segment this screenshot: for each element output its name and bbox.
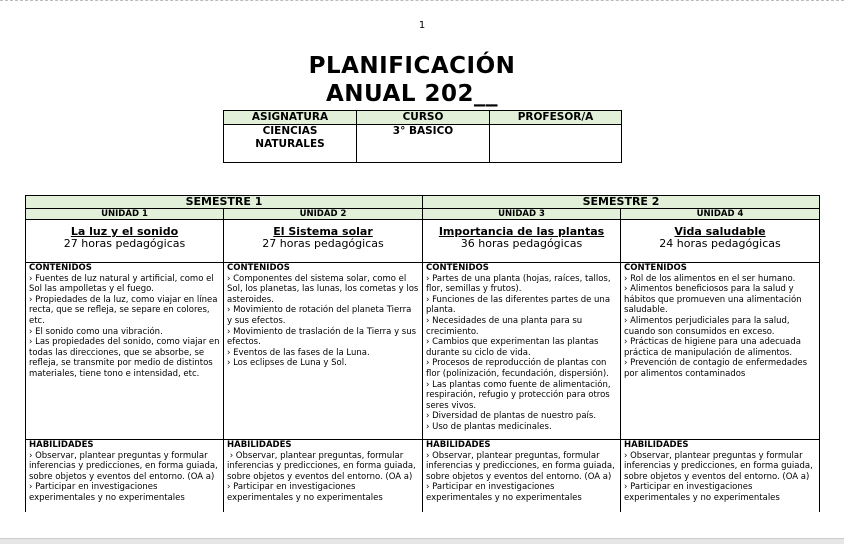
semester-2-header: SEMESTRE 2 — [423, 196, 820, 209]
habilidades-title: HABILIDADES — [227, 440, 292, 450]
page-bottom-edge — [0, 538, 844, 544]
unit-4-name: Vida saludable — [674, 225, 766, 238]
unit-2-contenidos — [224, 263, 423, 440]
unit-2-name-cell — [224, 220, 423, 263]
unit-2-habilidades — [224, 440, 423, 513]
unit-4-contenidos — [621, 263, 820, 440]
contenido-item: › Las propiedades del sonido, como viajar en todas las direcciones, que se absorbe, se refleja, se transmite por medio de distintos materiales, tiene tono e intensidad, etc. — [29, 337, 220, 379]
contenidos-title: CONTENIDOS — [227, 263, 290, 273]
unit-name-row — [26, 220, 820, 263]
contenidos-title: CONTENIDOS — [624, 263, 687, 273]
unit-2-hours: 27 horas pedagógicas — [262, 237, 384, 250]
habilidades-row — [26, 440, 820, 513]
contenido-item: › Partes de una planta (hojas, raíces, tallos, flor, semillas y frutos). — [426, 273, 611, 295]
habilidad-item: › Participar en investigaciones experimentales y no experimentales — [426, 482, 582, 503]
contenido-item: › Uso de plantas medicinales. — [426, 421, 552, 432]
contenido-item: › Rol de los alimentos en el ser humano. — [624, 273, 796, 284]
page-top-border — [0, 0, 844, 1]
unit-4-habilidades — [621, 440, 820, 513]
unit-1-contenidos — [26, 263, 224, 440]
contenido-item: › Propiedades de la luz, como viajar en línea recta, que se refleja, se separe en colores, etc. — [29, 294, 218, 326]
habilidad-item: › Observar, plantear preguntas y formular inferencias y predicciones, en forma guiada, sobre objetos y eventos del entorno. (OA a) — [624, 450, 813, 482]
unit-3-name-cell — [423, 220, 621, 263]
unit-4-hours: 24 horas pedagógicas — [659, 237, 781, 250]
contenido-item: › Fuentes de luz natural y artificial, como el Sol las ampolletas y el fuego. — [29, 273, 214, 295]
value-profesor[interactable] — [490, 125, 622, 163]
value-curso[interactable]: 3° BASICO — [357, 125, 490, 163]
contenido-item: › Diversidad de plantas de nuestro país. — [426, 411, 597, 422]
unit-1-name: La luz y el sonido — [70, 225, 179, 238]
habilidades-title: HABILIDADES — [426, 440, 491, 450]
contenido-item: › Funciones de las diferentes partes de una planta. — [426, 294, 611, 316]
contenido-item: › Prácticas de higiene para una adecuada práctica de manipulación de alimentos. — [624, 337, 801, 358]
contenido-item: › Las plantas como fuente de alimentación, respiración, refugio y protección para otros seres vivos. — [426, 379, 611, 411]
contenido-item: › Los eclipses de Luna y Sol. — [227, 358, 347, 369]
habilidad-item: › Participar en investigaciones experimentales y no experimentales — [29, 482, 185, 503]
contenido-item: › Cambios que experimentan las plantas durante su ciclo de vida. — [426, 337, 599, 358]
unit-1-name-cell — [26, 220, 224, 263]
habilidad-item: › Observar, plantear preguntas, formular inferencias y predicciones, en forma guiada, sobre objetos y eventos del entorno. (OA a) — [227, 450, 419, 482]
semester-row — [26, 196, 820, 209]
contenido-item: › El sonido como una vibración. — [29, 326, 163, 337]
semester-1-header: SEMESTRE 1 — [26, 196, 423, 209]
unit-2-name: El Sistema solar — [273, 225, 373, 238]
contenido-item: › Movimiento de rotación del planeta Tierra y sus efectos. — [227, 305, 412, 326]
contenido-item: › Procesos de reproducción de plantas con flor (polinización, fecundación, dispersión). — [426, 358, 609, 379]
title-line-2: ANUAL 202__ — [326, 81, 498, 107]
contenido-item: › Componentes del sistema solar, como el Sol, los planetas, las lunas, los cometas y los asteroides. — [227, 273, 419, 305]
unit-3-habilidades — [423, 440, 621, 513]
value-asignatura[interactable]: CIENCIAS NATURALES — [224, 125, 357, 163]
habilidad-item: › Observar, plantear preguntas, formular inferencias y predicciones, en forma guiada, sobre objetos y eventos del entorno. (OA a) — [426, 450, 615, 482]
unit-1-hours: 27 horas pedagógicas — [63, 237, 186, 250]
unit-3-contenidos — [423, 263, 621, 440]
contenidos-title: CONTENIDOS — [29, 263, 92, 273]
header-profesor: PROFESOR/A — [490, 111, 622, 125]
habilidades-title: HABILIDADES — [29, 440, 94, 450]
page-number: 1 — [418, 20, 426, 31]
contenido-item: › Prevención de contagio de enfermedades por alimentos contaminados — [624, 358, 808, 379]
contenido-item: › Eventos de las fases de la Luna. — [227, 347, 370, 358]
habilidad-item: › Participar en investigaciones experimentales y no experimentales — [624, 482, 780, 503]
habilidad-item: › Observar, plantear preguntas y formular inferencias y predicciones, en forma guiada, sobre objetos y eventos del entorno. (OA a) — [29, 450, 218, 482]
contenido-item: › Alimentos beneficiosos para la salud y hábitos que promueven una alimentación saludable. — [624, 284, 802, 316]
course-info-header-row — [224, 111, 622, 125]
unit-label-row — [26, 209, 820, 220]
annual-plan-table — [25, 195, 820, 512]
course-info-value-row — [224, 125, 622, 163]
habilidades-title: HABILIDADES — [624, 440, 689, 450]
unit-4-name-cell — [621, 220, 820, 263]
unit-1-label: UNIDAD 1 — [26, 209, 224, 220]
contenidos-title: CONTENIDOS — [426, 263, 489, 273]
unit-3-label: UNIDAD 3 — [423, 209, 621, 220]
contenido-item: › Movimiento de traslación de la Tierra y sus efectos. — [227, 326, 417, 348]
contenidos-row — [26, 263, 820, 440]
contenido-item: › Necesidades de una planta para su crecimiento. — [426, 315, 583, 337]
unit-4-label: UNIDAD 4 — [621, 209, 820, 220]
title-line-1: PLANIFICACIÓN — [308, 53, 516, 79]
contenido-item: › Alimentos perjudiciales para la salud, cuando son consumidos en exceso. — [624, 315, 790, 337]
course-info-table — [223, 110, 622, 163]
page-title — [212, 52, 612, 108]
unit-3-name: Importancia de las plantas — [438, 225, 605, 238]
unit-3-hours: 36 horas pedagógicas — [460, 237, 583, 250]
header-curso: CURSO — [357, 111, 490, 125]
unit-1-habilidades — [26, 440, 224, 513]
header-asignatura: ASIGNATURA — [224, 111, 357, 125]
habilidad-item: › Participar en investigaciones experimentales y no experimentales — [227, 482, 383, 503]
unit-2-label: UNIDAD 2 — [224, 209, 423, 220]
